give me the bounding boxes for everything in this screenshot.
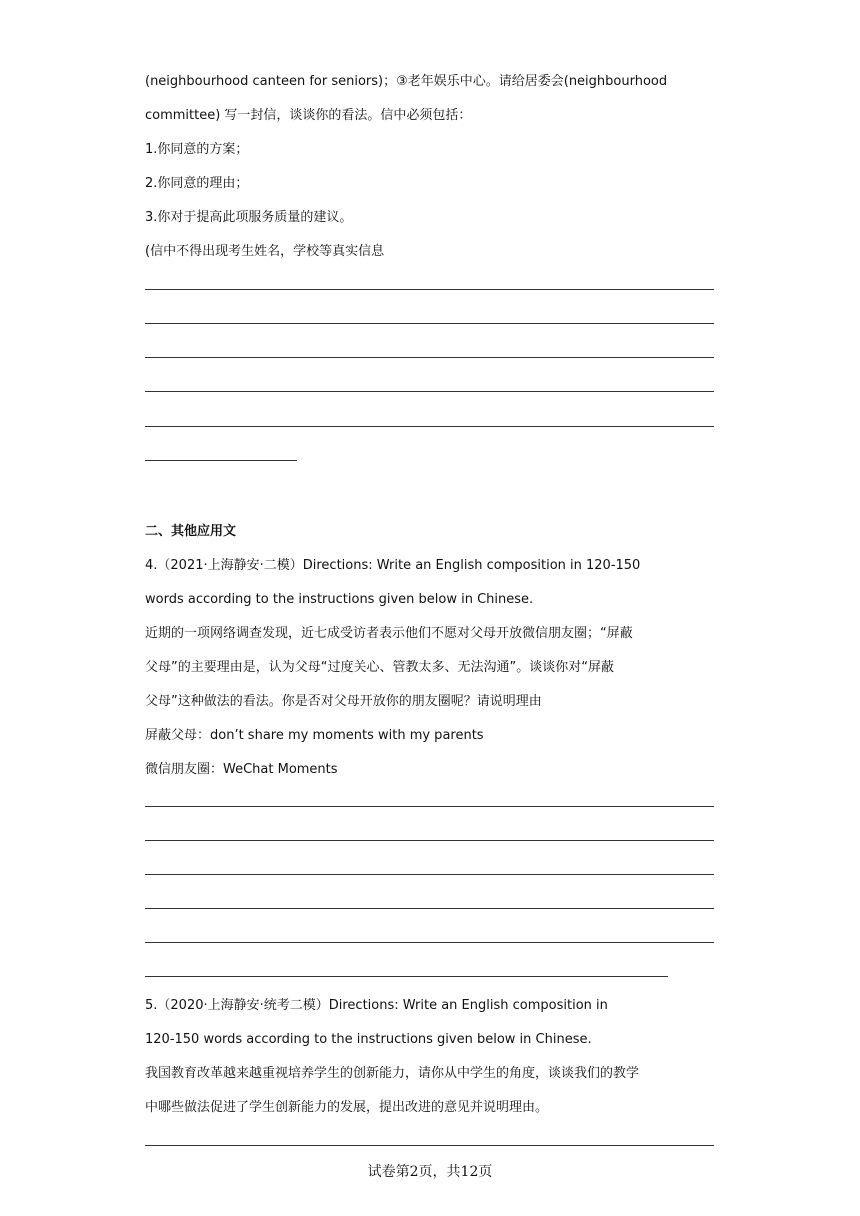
answer-line — [145, 1145, 714, 1146]
answer-line — [145, 942, 714, 943]
answer-line — [145, 908, 714, 909]
q5-line-4: 中哪些做法促进了学生创新能力的发展，提出改进的意见并说明理由。 — [145, 1100, 549, 1115]
answer-line — [145, 426, 714, 427]
q3-line-2: committee) 写一封信，谈谈你的看法。信中必须包括： — [145, 108, 472, 123]
section-heading: 二、其他应用文 — [145, 524, 237, 539]
page-footer: 试卷第2页，共12页 — [367, 1164, 493, 1180]
answer-line — [145, 289, 714, 290]
answer-line — [145, 357, 714, 358]
q4-line-7: 微信朋友圈：WeChat Moments — [145, 762, 338, 777]
q4-line-1: 4.（2021·上海静安·二模）Directions: Write an English composition in 120-150 — [145, 558, 641, 573]
q3-line-4: 2.你同意的理由； — [145, 176, 249, 191]
q5-line-2: 120-150 words according to the instructions given below in Chinese. — [145, 1032, 592, 1047]
answer-line — [145, 460, 297, 461]
q3-line-3: 1.你同意的方案； — [145, 142, 249, 157]
answer-line — [145, 840, 714, 841]
answer-line — [145, 976, 668, 977]
answer-line — [145, 874, 714, 875]
q5-line-1: 5.（2020·上海静安·统考二模）Directions: Write an English composition in — [145, 998, 608, 1013]
q3-line-6: (信中不得出现考生姓名，学校等真实信息 — [145, 244, 385, 259]
q3-line-1: (neighbourhood canteen for seniors)；③老年娱乐中心。请给居委会(neighbourhood — [145, 74, 668, 89]
q3-line-5: 3.你对于提高此项服务质量的建议。 — [145, 210, 353, 225]
answer-line — [145, 323, 714, 324]
q4-line-4: 父母”的主要理由是，认为父母“过度关心、管教太多、无法沟通”。谈谈你对“屏蔽 — [145, 660, 614, 675]
q5-line-3: 我国教育改革越来越重视培养学生的创新能力，请你从中学生的角度，谈谈我们的教学 — [145, 1066, 640, 1081]
answer-line — [145, 806, 714, 807]
q4-line-2: words according to the instructions given below in Chinese. — [145, 592, 534, 607]
answer-line — [145, 391, 714, 392]
q4-line-6: 屏蔽父母：don’t share my moments with my parents — [145, 728, 484, 743]
q4-line-3: 近期的一项网络调查发现，近七成受访者表示他们不愿对父母开放微信朋友圈；“屏蔽 — [145, 626, 633, 641]
q4-line-5: 父母”这种做法的看法。你是否对父母开放你的朋友圈呢？请说明理由 — [145, 694, 542, 709]
